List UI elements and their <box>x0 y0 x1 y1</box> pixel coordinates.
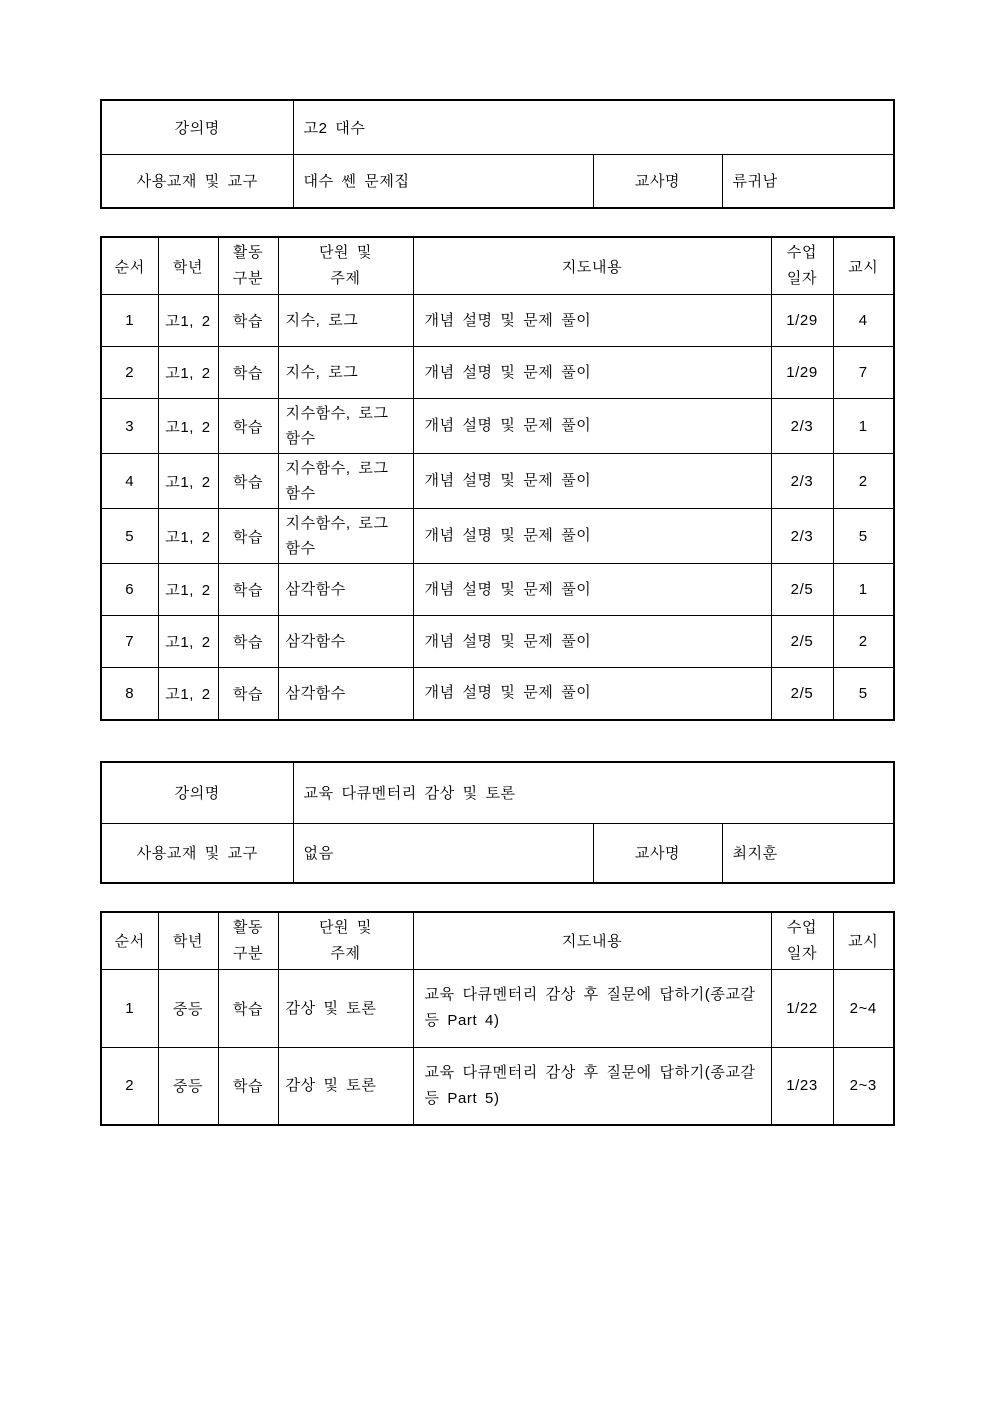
header-line: 수업 <box>786 244 818 261</box>
unit-cell: 감상 및 토론 <box>278 969 413 1047</box>
date-cell: 2/5 <box>771 564 833 616</box>
course-section-1 <box>100 99 992 721</box>
materials-value: 대수 쎈 문제집 <box>293 154 593 208</box>
date-cell: 2/3 <box>771 454 833 509</box>
period-cell: 5 <box>833 509 894 564</box>
col-header-date <box>771 912 833 970</box>
unit-cell: 지수함수, 로그 함수 <box>278 399 413 454</box>
content-cell: 개념 설명 및 문제 풀이 <box>413 616 771 668</box>
col-header-activity <box>218 237 278 295</box>
header-line: 단원 및 <box>318 244 373 261</box>
table-row <box>101 616 894 668</box>
date-cell: 2/3 <box>771 399 833 454</box>
activity-cell: 학습 <box>218 668 278 720</box>
header-line: 주제 <box>330 944 361 962</box>
seq-cell: 8 <box>101 668 158 720</box>
header-line: 일자 <box>786 270 818 287</box>
col-header-unit <box>278 912 413 970</box>
seq-cell: 1 <box>101 295 158 347</box>
content-cell: 개념 설명 및 문제 풀이 <box>413 347 771 399</box>
seq-cell: 1 <box>101 969 158 1047</box>
info-row-materials <box>101 824 894 883</box>
col-header-seq: 순서 <box>101 912 158 970</box>
grade-cell: 중등 <box>158 969 218 1047</box>
unit-cell: 삼각함수 <box>278 668 413 720</box>
table-row <box>101 969 894 1047</box>
period-cell: 2 <box>833 616 894 668</box>
table-row <box>101 399 894 454</box>
col-header-activity <box>218 912 278 970</box>
course-section-2 <box>100 761 992 1127</box>
header-line: 단원 및 <box>318 918 373 936</box>
seq-cell: 5 <box>101 509 158 564</box>
unit-cell: 삼각함수 <box>278 616 413 668</box>
seq-cell: 2 <box>101 347 158 399</box>
lecture-name-value: 교육 다큐멘터리 감상 및 토론 <box>293 762 894 824</box>
schedule-table-1 <box>100 236 895 721</box>
lecture-name-value: 고2 대수 <box>293 100 894 154</box>
header-line: 구분 <box>232 944 264 962</box>
activity-cell: 학습 <box>218 969 278 1047</box>
grade-cell: 고1, 2 <box>158 347 218 399</box>
period-cell: 2 <box>833 454 894 509</box>
seq-cell: 4 <box>101 454 158 509</box>
grade-cell: 고1, 2 <box>158 616 218 668</box>
col-header-grade: 학년 <box>158 237 218 295</box>
unit-cell: 지수, 로그 <box>278 347 413 399</box>
col-header-unit <box>278 237 413 295</box>
activity-cell: 학습 <box>218 616 278 668</box>
lecture-name-label: 강의명 <box>101 762 293 824</box>
teacher-label: 교사명 <box>593 824 722 883</box>
info-row-materials <box>101 154 894 208</box>
teacher-name-value: 최지훈 <box>722 824 894 883</box>
materials-value: 없음 <box>293 824 593 883</box>
col-header-seq: 순서 <box>101 237 158 295</box>
table-row <box>101 509 894 564</box>
content-cell: 개념 설명 및 문제 풀이 <box>413 399 771 454</box>
lecture-name-label: 강의명 <box>101 100 293 154</box>
seq-cell: 3 <box>101 399 158 454</box>
grade-cell: 고1, 2 <box>158 509 218 564</box>
period-cell: 4 <box>833 295 894 347</box>
col-header-content: 지도내용 <box>413 912 771 970</box>
content-cell: 개념 설명 및 문제 풀이 <box>413 564 771 616</box>
activity-cell: 학습 <box>218 564 278 616</box>
grade-cell: 고1, 2 <box>158 668 218 720</box>
schedule-table-2 <box>100 911 895 1127</box>
seq-cell: 6 <box>101 564 158 616</box>
date-cell: 2/3 <box>771 509 833 564</box>
activity-cell: 학습 <box>218 399 278 454</box>
content-cell: 개념 설명 및 문제 풀이 <box>413 454 771 509</box>
header-line: 활동 <box>232 244 264 261</box>
content-cell: 개념 설명 및 문제 풀이 <box>413 295 771 347</box>
activity-cell: 학습 <box>218 295 278 347</box>
header-line: 일자 <box>786 944 818 962</box>
info-row-lecture <box>101 762 894 824</box>
materials-label: 사용교재 및 교구 <box>101 154 293 208</box>
grade-cell: 중등 <box>158 1047 218 1125</box>
col-header-period: 교시 <box>833 912 894 970</box>
col-header-date <box>771 237 833 295</box>
col-header-content: 지도내용 <box>413 237 771 295</box>
activity-cell: 학습 <box>218 454 278 509</box>
teacher-label: 교사명 <box>593 154 722 208</box>
date-cell: 2/5 <box>771 668 833 720</box>
table-row <box>101 454 894 509</box>
unit-cell: 감상 및 토론 <box>278 1047 413 1125</box>
teacher-name-value: 류귀남 <box>722 154 894 208</box>
col-header-grade: 학년 <box>158 912 218 970</box>
period-cell: 1 <box>833 564 894 616</box>
period-cell: 7 <box>833 347 894 399</box>
content-cell: 교육 다큐멘터리 감상 후 질문에 답하기(종교갈등 Part 4) <box>413 969 771 1047</box>
info-row-lecture <box>101 100 894 154</box>
header-line: 활동 <box>232 918 264 936</box>
materials-label: 사용교재 및 교구 <box>101 824 293 883</box>
schedule-header-row <box>101 237 894 295</box>
unit-cell: 지수함수, 로그 함수 <box>278 454 413 509</box>
activity-cell: 학습 <box>218 347 278 399</box>
header-line: 수업 <box>786 918 818 936</box>
header-line: 구분 <box>232 270 264 287</box>
grade-cell: 고1, 2 <box>158 564 218 616</box>
header-line: 주제 <box>330 270 361 287</box>
period-cell: 2~4 <box>833 969 894 1047</box>
content-cell: 개념 설명 및 문제 풀이 <box>413 668 771 720</box>
table-row <box>101 295 894 347</box>
table-row <box>101 668 894 720</box>
course-info-table-2 <box>100 761 895 884</box>
unit-cell: 지수함수, 로그 함수 <box>278 509 413 564</box>
table-row <box>101 564 894 616</box>
schedule-header-row <box>101 912 894 970</box>
table-row <box>101 1047 894 1125</box>
date-cell: 1/22 <box>771 969 833 1047</box>
content-cell: 개념 설명 및 문제 풀이 <box>413 509 771 564</box>
table-row <box>101 347 894 399</box>
period-cell: 5 <box>833 668 894 720</box>
seq-cell: 7 <box>101 616 158 668</box>
col-header-period: 교시 <box>833 237 894 295</box>
grade-cell: 고1, 2 <box>158 295 218 347</box>
unit-cell: 삼각함수 <box>278 564 413 616</box>
course-info-table-1 <box>100 99 895 209</box>
content-cell: 교육 다큐멘터리 감상 후 질문에 답하기(종교갈등 Part 5) <box>413 1047 771 1125</box>
unit-cell: 지수, 로그 <box>278 295 413 347</box>
grade-cell: 고1, 2 <box>158 454 218 509</box>
date-cell: 1/23 <box>771 1047 833 1125</box>
grade-cell: 고1, 2 <box>158 399 218 454</box>
date-cell: 2/5 <box>771 616 833 668</box>
period-cell: 1 <box>833 399 894 454</box>
date-cell: 1/29 <box>771 347 833 399</box>
activity-cell: 학습 <box>218 509 278 564</box>
date-cell: 1/29 <box>771 295 833 347</box>
seq-cell: 2 <box>101 1047 158 1125</box>
activity-cell: 학습 <box>218 1047 278 1125</box>
period-cell: 2~3 <box>833 1047 894 1125</box>
